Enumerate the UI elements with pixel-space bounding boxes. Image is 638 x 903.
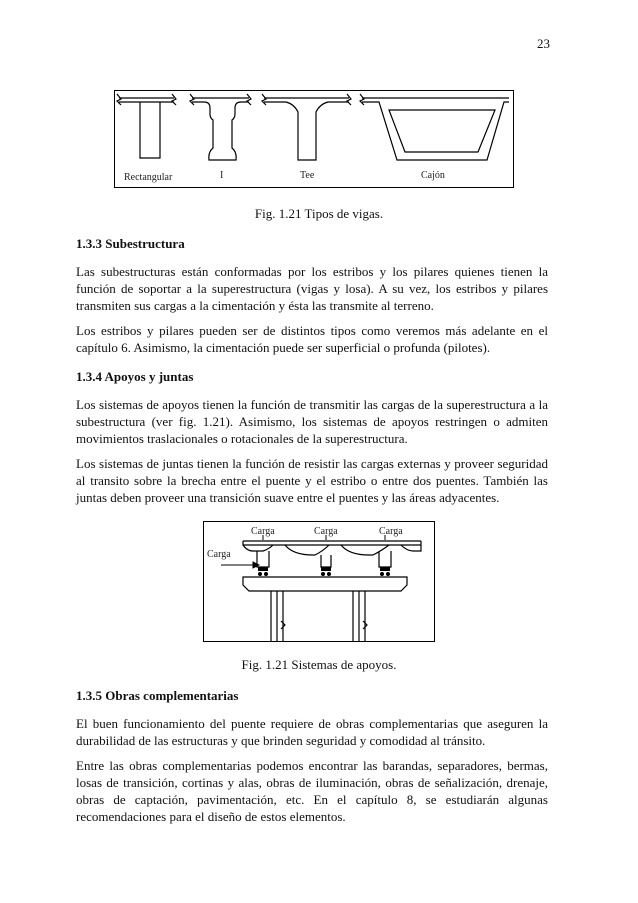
load-arrows — [221, 535, 385, 568]
cap-beam-shape — [243, 577, 407, 641]
paragraph-apoyos-2: Los sistemas de juntas tienen la función de resistir las cargas externas y proveer seguridad al transito sobre la brecha entre el puente y el estribo o entre dos puentes. También las juntas deben proveer una transición suave entre el puentes y las áreas adyacentes. — [76, 456, 548, 505]
bearing-systems-figure — [203, 521, 435, 643]
deck-shape — [243, 541, 421, 567]
label-tee: Tee — [300, 170, 315, 181]
heading-1-3-3: 1.3.3 Subestructura — [76, 236, 185, 251]
label-carga-3: Carga — [379, 526, 403, 537]
rectangular-beam-shape — [117, 94, 176, 158]
tee-beam-shape — [262, 94, 351, 160]
paragraph-subestructura-2: Los estribos y pilares pueden ser de distintos tipos como veremos más adelante en el capítulo 6. Asimismo, la cimentación puede ser superficial o profunda (pilotes). — [76, 323, 548, 355]
beam-types-figure — [114, 90, 514, 190]
label-carga-1: Carga — [251, 526, 275, 537]
heading-1-3-5: 1.3.5 Obras complementarias — [76, 688, 239, 703]
label-rectangular: Rectangular — [124, 172, 173, 183]
page-number: 23 — [537, 36, 550, 51]
paragraph-obras-2: Entre las obras complementarias podemos encontrar las barandas, separadores, bermas, losas de transición, cortinas y alas, obras de iluminación, obras de señalización, drenaje, obras de captación, pavimentación, etc. En el capítulo 8, se estudiarán algunas recomendaciones para el diseño de estos elementos. — [76, 758, 548, 824]
paragraph-subestructura-1: Las subestructuras están conformadas por los estribos y los pilares quienes tienen la función de soportar a la superestructura (vigas y losa). A su vez, los estribos y pilares transmiten sus cargas a la cimentación y ésta las transmite al terreno. — [76, 264, 548, 313]
label-carga-side: Carga — [207, 549, 231, 560]
label-i: I — [220, 170, 224, 181]
figure1-caption: Fig. 1.21 Tipos de vigas. — [254, 206, 384, 221]
heading-1-3-4: 1.3.4 Apoyos y juntas — [76, 369, 194, 384]
paragraph-obras-1: El buen funcionamiento del puente requiere de obras complementarias que aseguren la durabilidad de las estructuras y que brinden seguridad y comodidad al tránsito. — [76, 716, 548, 748]
box-girder-shape — [360, 94, 509, 160]
i-beam-shape — [190, 94, 251, 160]
figure2-caption: Fig. 1.21 Sistemas de apoyos. — [241, 657, 397, 672]
paragraph-apoyos-1: Los sistemas de apoyos tienen la función de transmitir las cargas de la superestructura a la subestructura (ver fig. 1.21). Asimismo, los sistemas de apoyos restringen o admiten movimientos traslacionales o rotacionales de la superestructura. — [76, 397, 548, 446]
label-carga-2: Carga — [314, 526, 338, 537]
bearing-marks — [258, 567, 390, 576]
label-cajon: Cajón — [421, 170, 445, 181]
